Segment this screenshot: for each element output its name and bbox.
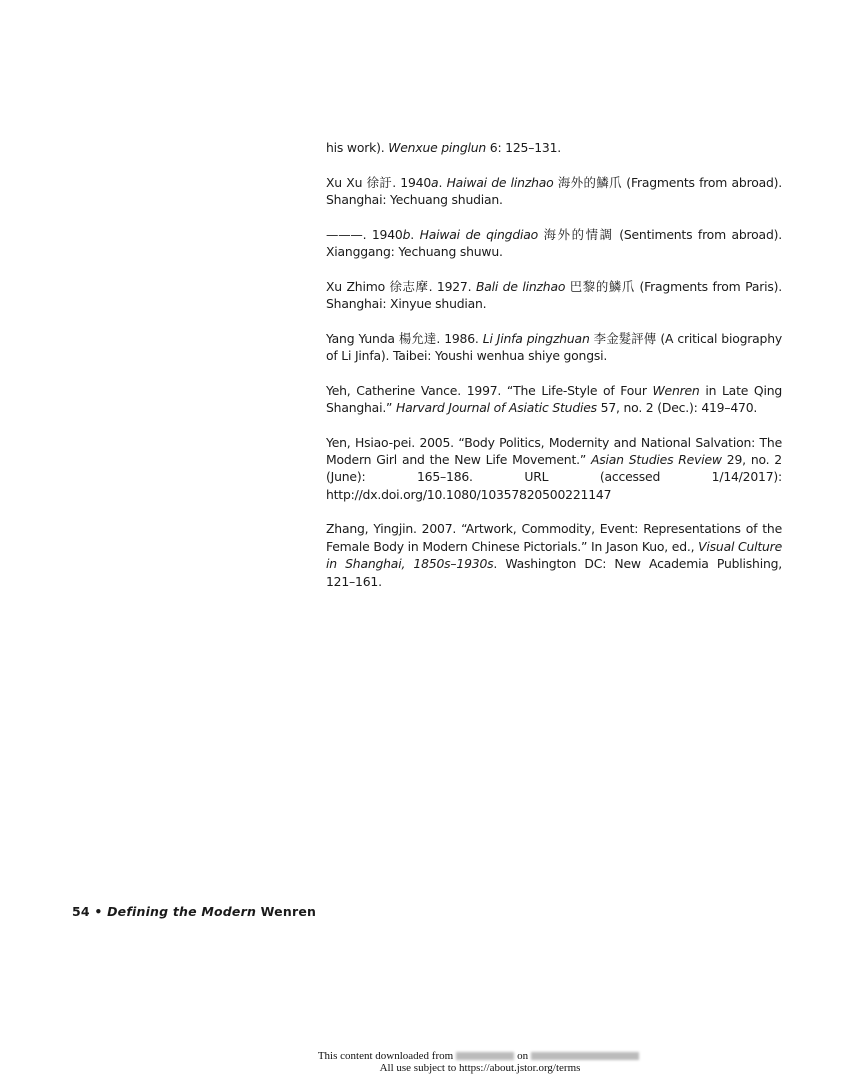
page-footer (72, 904, 316, 919)
text-run: in Late Qing Shanghai.” (326, 382, 783, 415)
text-run: Xu Zhimo 徐志摩. 1927. (326, 278, 476, 294)
text-run: Yang Yunda 楊允達. 1986. (326, 330, 483, 346)
text-run: . (438, 174, 447, 190)
reference-entry (326, 382, 782, 417)
reference-entry (326, 226, 782, 261)
page-number: 54 (72, 904, 90, 919)
italic-text: Haiwai de linzhao (446, 174, 554, 190)
download-line: This content downloaded from on (0, 1050, 860, 1062)
text-run: 57, no. 2 (Dec.): 419–470. (596, 400, 758, 415)
text-run: ———. 1940 (326, 226, 403, 242)
text-run: Yeh, Catherine Vance. 1997. “The Life-Style of Four (326, 382, 653, 398)
italic-text: Li Jinfa pingzhuan (482, 330, 590, 346)
italic-text: Bali de linzhao (475, 278, 566, 294)
italic-text: Haiwai de qingdiao (419, 226, 539, 242)
italic-text: Visual Culture in Shanghai, 1850s–1930s (326, 538, 782, 572)
italic-text: b (402, 226, 411, 242)
text-run: . Washington DC: New Academia Publishing, 121–161. (326, 556, 782, 589)
reference-entry (326, 278, 782, 313)
reference-entry (326, 174, 782, 209)
terms-line: All use subject to https://about.jstor.org/terms (379, 1062, 581, 1074)
running-title-rest: Wenren (256, 904, 317, 919)
reference-list (326, 139, 782, 607)
text-run: . (410, 226, 420, 242)
bullet-separator: • (89, 904, 108, 919)
text-run: Zhang, Yingjin. 2007. “Artwork, Commodity, Event: Representations of the Female Body in Modern Chinese Pictorials.” In Jason Kuo, ed., (326, 521, 782, 554)
redacted-ip (456, 1052, 514, 1060)
redacted-date (531, 1052, 639, 1060)
text-run: Yen, Hsiao-pei. 2005. “Body Politics, Modernity and National Salvation: The Modern Girl and the New Life Movement.” (326, 434, 782, 467)
jstor-notice (0, 1050, 860, 1074)
reference-entry (326, 139, 782, 156)
italic-text: Harvard Journal of Asiatic Studies (396, 400, 597, 415)
reference-entry (326, 330, 782, 365)
text-run: 巴黎的鱗爪 (Fragments from Paris). Shanghai: Xinyue shudian. (326, 278, 782, 311)
text-run: 29, no. 2 (June): 165–186. URL (accessed 1/14/2017): http://dx.doi.org/10.1080/10357820500221147 (326, 452, 782, 502)
text-run: Xu Xu 徐訏. 1940 (326, 174, 432, 190)
italic-text: Wenren (652, 382, 700, 398)
italic-text: Asian Studies Review (591, 452, 722, 467)
italic-text: Wenxue pinglun (388, 140, 487, 155)
reference-entry (326, 434, 782, 504)
text-run: 6: 125–131. (486, 140, 562, 155)
italic-text: a (431, 174, 439, 190)
reference-entry (326, 520, 782, 590)
text-run: 李金髮評傳 (A critical biography of Li Jinfa). Taibei: Youshi wenhua shiye gongsi. (326, 330, 782, 363)
running-title-italic: Defining the Modern (107, 904, 257, 919)
text-run: his work). (326, 140, 389, 155)
text-run: 海外的鱗爪 (Fragments from abroad). Shanghai: Yechuang shudian. (326, 174, 783, 207)
text-run: 海外的情調 (Sentiments from abroad). Xianggang: Yechuang shuwu. (326, 226, 782, 259)
